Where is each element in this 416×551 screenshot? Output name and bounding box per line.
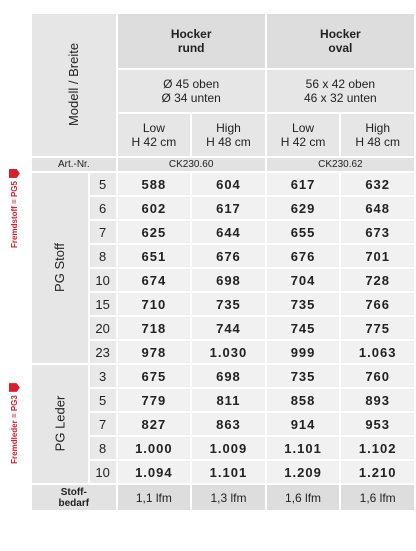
table-row: [32, 221, 414, 243]
price-cell: 675: [118, 365, 191, 387]
product-oval-header: Hocker oval: [267, 14, 414, 68]
price-cell: 1.102: [341, 437, 414, 459]
size-header: High H 48 cm: [192, 114, 265, 156]
size-header: Low H 42 cm: [118, 114, 191, 156]
price-cell: 745: [267, 317, 340, 339]
table-row: [32, 197, 414, 219]
price-cell: 858: [267, 389, 340, 411]
price-cell: 1.094: [118, 461, 191, 483]
stoffbedarf-label: Stoff- bedarf: [32, 485, 116, 510]
group-label: PG Leder: [32, 365, 88, 483]
pg-number: 10: [90, 461, 116, 483]
table-row: [32, 437, 414, 459]
pg-number: 8: [90, 245, 116, 267]
stoffbedarf-row: [32, 485, 414, 510]
price-cell: 775: [341, 317, 414, 339]
price-cell: 710: [118, 293, 191, 315]
price-cell: 648: [341, 197, 414, 219]
stoffbedarf-value: 1,6 lfm: [267, 485, 340, 510]
pg-number: 23: [90, 341, 116, 363]
table-row: [32, 413, 414, 435]
price-cell: 779: [118, 389, 191, 411]
price-cell: 625: [118, 221, 191, 243]
product-rund-header: Hocker rund: [118, 14, 265, 68]
price-cell: 644: [192, 221, 265, 243]
fremdstoff-label: [2, 165, 26, 251]
price-cell: 629: [267, 197, 340, 219]
price-cell: 698: [192, 269, 265, 291]
price-cell: 617: [192, 197, 265, 219]
price-cell: 766: [341, 293, 414, 315]
stoffbedarf-value: 1,3 lfm: [192, 485, 265, 510]
pg-number: 10: [90, 269, 116, 291]
price-cell: 735: [267, 293, 340, 315]
table-row: [32, 461, 414, 483]
pg-number: 7: [90, 221, 116, 243]
flag-icon: [9, 383, 20, 392]
price-cell: 676: [192, 245, 265, 267]
size-header: Low H 42 cm: [267, 114, 340, 156]
pg-number: 5: [90, 173, 116, 195]
pg-number: 15: [90, 293, 116, 315]
price-cell: 863: [192, 413, 265, 435]
price-cell: 1.000: [118, 437, 191, 459]
stoffbedarf-value: 1,1 lfm: [118, 485, 191, 510]
price-cell: 978: [118, 341, 191, 363]
size-header: High H 48 cm: [341, 114, 414, 156]
price-cell: 674: [118, 269, 191, 291]
price-cell: 617: [267, 173, 340, 195]
price-cell: 728: [341, 269, 414, 291]
price-cell: 1.030: [192, 341, 265, 363]
price-cell: 651: [118, 245, 191, 267]
price-cell: 588: [118, 173, 191, 195]
table-row: [32, 293, 414, 315]
art-nr-label: Art.-Nr.: [32, 158, 116, 171]
table-row: [32, 389, 414, 411]
price-table: [30, 12, 416, 512]
art-nr-oval: CK230.62: [267, 158, 414, 171]
modell-breite-header: Modell / Breite: [32, 14, 116, 156]
fremdleder-text: Fremdleder = PG3: [9, 394, 19, 464]
price-cell: 718: [118, 317, 191, 339]
price-cell: 602: [118, 197, 191, 219]
price-cell: 893: [341, 389, 414, 411]
price-cell: 735: [267, 365, 340, 387]
fremdstoff-text: Fremdstoff = PG5: [9, 180, 19, 248]
price-cell: 698: [192, 365, 265, 387]
price-cell: 1.210: [341, 461, 414, 483]
art-nr-rund: CK230.60: [118, 158, 265, 171]
pg-number: 3: [90, 365, 116, 387]
price-cell: 655: [267, 221, 340, 243]
price-cell: 760: [341, 365, 414, 387]
table-row: [32, 341, 414, 363]
pg-number: 20: [90, 317, 116, 339]
pg-number: 8: [90, 437, 116, 459]
pg-number: 7: [90, 413, 116, 435]
fremdleder-label: [2, 380, 26, 466]
price-cell: 1.101: [267, 437, 340, 459]
price-cell: 632: [341, 173, 414, 195]
price-cell: 673: [341, 221, 414, 243]
price-cell: 914: [267, 413, 340, 435]
flag-icon: [9, 169, 20, 178]
table-row: [32, 245, 414, 267]
price-cell: 735: [192, 293, 265, 315]
dim-rund: Ø 45 oben Ø 34 unten: [118, 70, 265, 112]
dim-oval: 56 x 42 oben 46 x 32 unten: [267, 70, 414, 112]
price-cell: 1.209: [267, 461, 340, 483]
pg-number: 5: [90, 389, 116, 411]
price-cell: 1.101: [192, 461, 265, 483]
price-cell: 953: [341, 413, 414, 435]
price-cell: 1.009: [192, 437, 265, 459]
table-row: [32, 317, 414, 339]
price-cell: 604: [192, 173, 265, 195]
price-cell: 676: [267, 245, 340, 267]
price-cell: 827: [118, 413, 191, 435]
table-row: [32, 269, 414, 291]
group-label: PG Stoff: [32, 173, 88, 363]
price-cell: 811: [192, 389, 265, 411]
table-row: [32, 365, 414, 387]
price-cell: 999: [267, 341, 340, 363]
stoffbedarf-value: 1,6 lfm: [341, 485, 414, 510]
pg-number: 6: [90, 197, 116, 219]
price-cell: 1.063: [341, 341, 414, 363]
price-cell: 704: [267, 269, 340, 291]
table-row: [32, 173, 414, 195]
price-cell: 701: [341, 245, 414, 267]
price-cell: 744: [192, 317, 265, 339]
